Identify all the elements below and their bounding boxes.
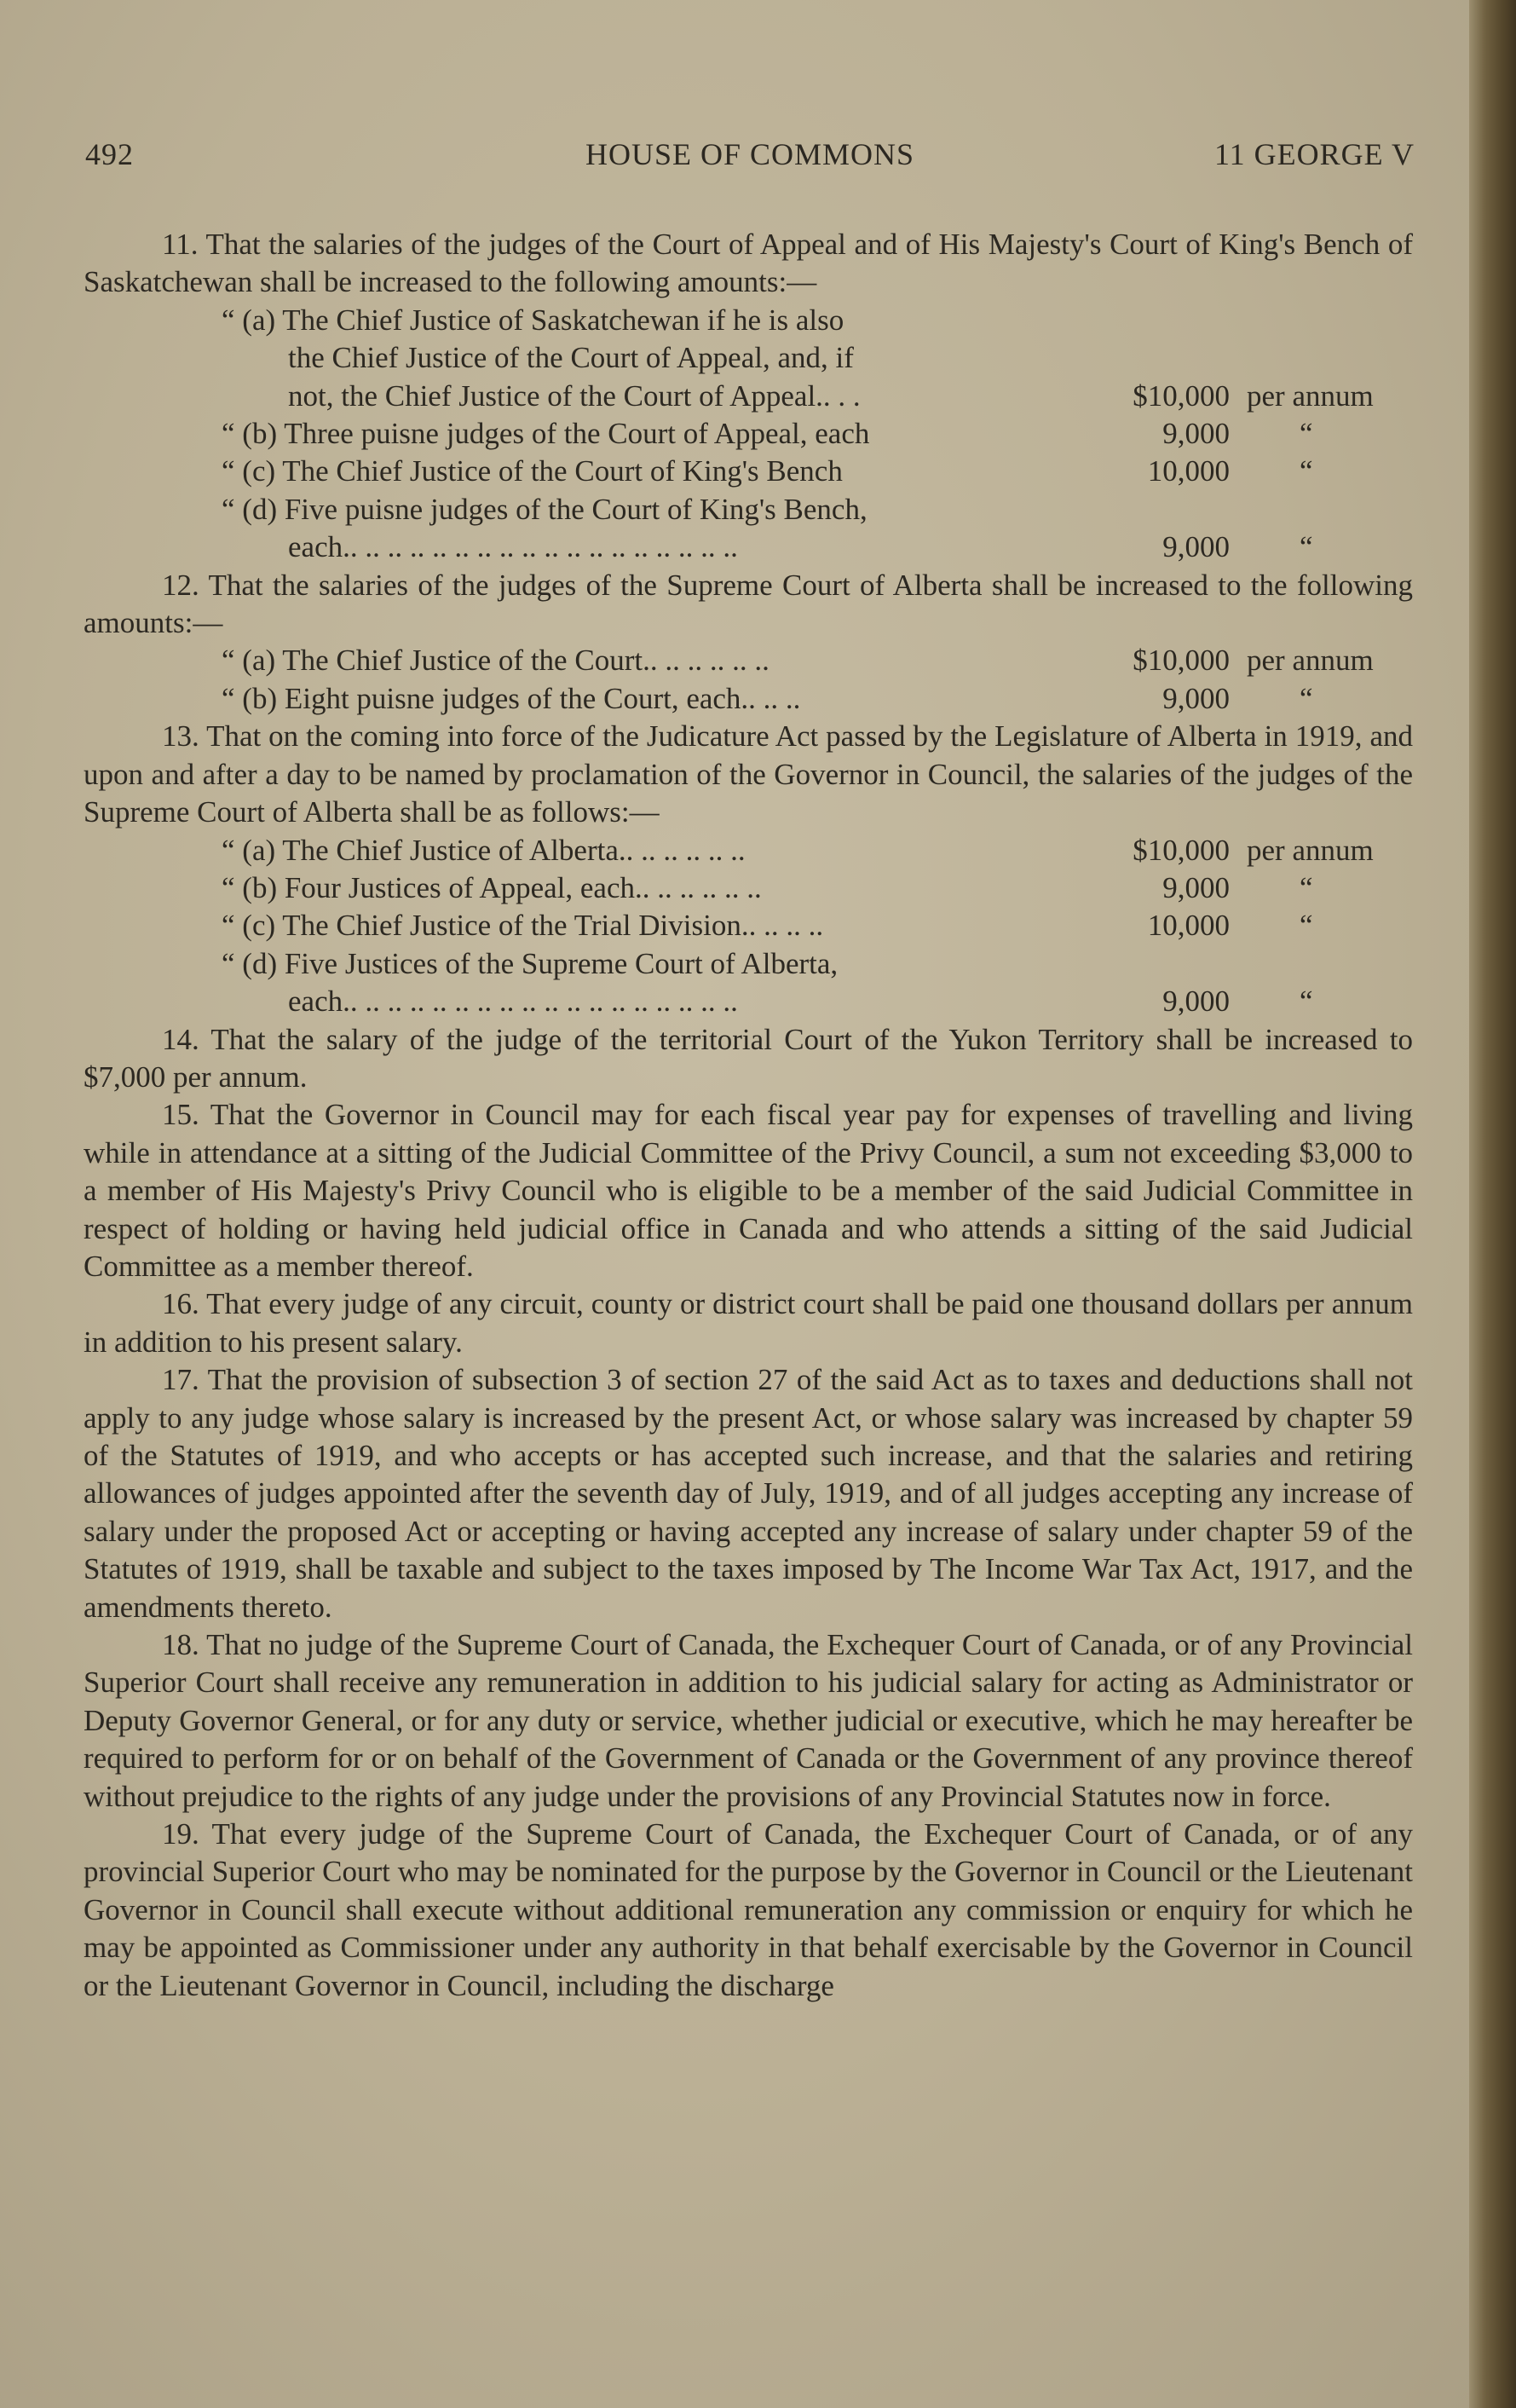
running-title: HOUSE OF COMMONS [585,137,915,171]
schedule-line [84,378,1413,415]
salary-schedule [84,302,1413,567]
schedule-line [84,302,1413,339]
schedule-item-description: the Chief Justice of the Court of Appeal, and, if [288,341,854,375]
section-paragraph: 12. That the salaries of the judges of the Supreme Court of Alberta shall be increased to the following amounts:— [84,568,1413,640]
page-header [85,136,1415,179]
page-number: 492 [85,137,134,171]
salary-amount: 10,000 [1147,454,1230,488]
schedule-item-description: “ (a) The Chief Justice of the Court.. .. .. .. .. .. [222,644,770,678]
schedule-line [84,491,1413,528]
book-spine-edge [1469,0,1516,2408]
regnal-year: 11 GEORGE V [1214,137,1415,171]
schedule-item-description: each.. .. .. .. .. .. .. .. .. .. .. .. .. .. .. .. .. .. [288,985,738,1019]
section-paragraph: 14. That the salary of the judge of the territorial Court of the Yukon Territory shall be increased to $7,000 per annum. [84,1022,1413,1094]
salary-amount: 9,000 [1162,417,1230,451]
schedule-item-description: “ (c) The Chief Justice of the Court of King's Bench [222,454,843,488]
schedule-item-description: “ (d) Five puisne judges of the Court of King's Bench, [222,492,868,526]
salary-amount: 9,000 [1162,530,1230,564]
schedule-line [84,642,1413,679]
section-paragraph: 18. That no judge of the Supreme Court of Canada, the Exchequer Court of Canada, or of any Provincial Superior Court shall receive any remuneration in addition to his judicial salary for acting as Administrator or Deputy Governor General, or for any duty or service, whether judicial or executive, which he may hereafter be required to perform for or on behalf of the Government of Canada or the Government of any province thereof without prejudice to the rights of any judge under the provisions of any Provincial Statutes now in force. [84,1628,1413,1813]
ditto-mark: “ [1300,681,1313,715]
section-paragraph: 13. That on the coming into force of the Judicature Act passed by the Legislature of Alberta in 1919, and upon and after a day to be named by proclamation of the Governor in Council, the salaries of the judges of the Supreme Court of Alberta shall be as follows:— [84,719,1413,829]
ditto-mark: “ [1300,417,1313,451]
ditto-mark: “ [1300,985,1313,1019]
schedule-line [84,832,1413,869]
schedule-item-description: “ (d) Five Justices of the Supreme Court of Alberta, [222,946,839,980]
section-paragraph: 16. That every judge of any circuit, county or district court shall be paid one thousand dollars per annum in addition to his present salary. [84,1287,1413,1359]
schedule-line [84,869,1413,907]
schedule-item-description: “ (c) The Chief Justice of the Trial Division.. .. .. .. [222,909,824,943]
section-paragraph: 17. That the provision of subsection 3 of section 27 of the said Act as to taxes and deductions shall not apply to any judge whose salary is increased by the present Act, or whose salary was increased by chapter 59 of the Statutes of 1919, and who accepts or has accepted such increase, and that the salaries and retiring allowances of judges appointed after the seventh day of July, 1919, and of all judges accepting any increase of salary under the proposed Act or accepting or having accepted any increase of salary under chapter 59 of the Statutes of 1919, shall be taxable and subject to the taxes imposed by The Income War Tax Act, 1917, and the amendments thereto. [84,1363,1413,1624]
schedule-line [84,907,1413,944]
schedule-line [84,339,1413,377]
schedule-item-description: “ (b) Three puisne judges of the Court of Appeal, each [222,417,870,451]
salary-amount: $10,000 [1133,378,1230,413]
schedule-line [84,528,1413,566]
document-body [84,226,1413,2005]
schedule-line [84,415,1413,453]
salary-amount: $10,000 [1133,644,1230,678]
schedule-line [84,680,1413,718]
salary-amount: 9,000 [1162,681,1230,715]
salary-unit: per annum [1247,378,1374,413]
schedule-line [84,945,1413,983]
schedule-item-description: “ (b) Eight puisne judges of the Court, each.. .. .. [222,681,801,715]
ditto-mark: “ [1300,530,1313,564]
schedule-item-description: “ (a) The Chief Justice of Alberta.. .. .. .. .. .. [222,833,746,867]
salary-amount: 9,000 [1162,870,1230,904]
ditto-mark: “ [1300,870,1313,904]
section-paragraph: 15. That the Governor in Council may for each fiscal year pay for expenses of travelling and living while in attendance at a sitting of the Judicial Committee of the Privy Council, a sum not exceeding $3,000 to a member of His Majesty's Privy Council who is eligible to be a member of the said Judicial Committee in respect of holding or having held judicial office in Canada and who attends a sitting of the said Judicial Committee as a member thereof. [84,1098,1413,1283]
section-paragraph: 11. That the salaries of the judges of the Court of Appeal and of His Majesty's Court of King's Bench of Saskatchewan shall be increased to the following amounts:— [84,228,1413,299]
salary-unit: per annum [1247,833,1374,867]
salary-schedule [84,832,1413,1021]
salary-amount: 10,000 [1147,909,1230,943]
salary-schedule [84,642,1413,718]
ditto-mark: “ [1300,909,1313,943]
schedule-item-description: “ (b) Four Justices of Appeal, each.. .. .. .. .. .. [222,870,762,904]
schedule-item-description: each.. .. .. .. .. .. .. .. .. .. .. .. .. .. .. .. .. .. [288,530,738,564]
salary-unit: per annum [1247,644,1374,678]
schedule-line [84,453,1413,490]
ditto-mark: “ [1300,454,1313,488]
schedule-item-description: “ (a) The Chief Justice of Saskatchewan if he is also [222,303,844,337]
schedule-item-description: not, the Chief Justice of the Court of Appeal.. . . [288,378,861,413]
schedule-line [84,983,1413,1020]
section-paragraph: 19. That every judge of the Supreme Court of Canada, the Exchequer Court of Canada, or of any provincial Superior Court who may be nominated for the purpose by the Governor in Council or the Lieutenant Governor in Council shall execute without additional remuneration any commission or enquiry for which he may be appointed as Commissioner under any authority in that behalf exercisable by the Governor in Council or the Lieutenant Governor in Council, including the discharge [84,1817,1413,2002]
salary-amount: $10,000 [1133,833,1230,867]
salary-amount: 9,000 [1162,985,1230,1019]
